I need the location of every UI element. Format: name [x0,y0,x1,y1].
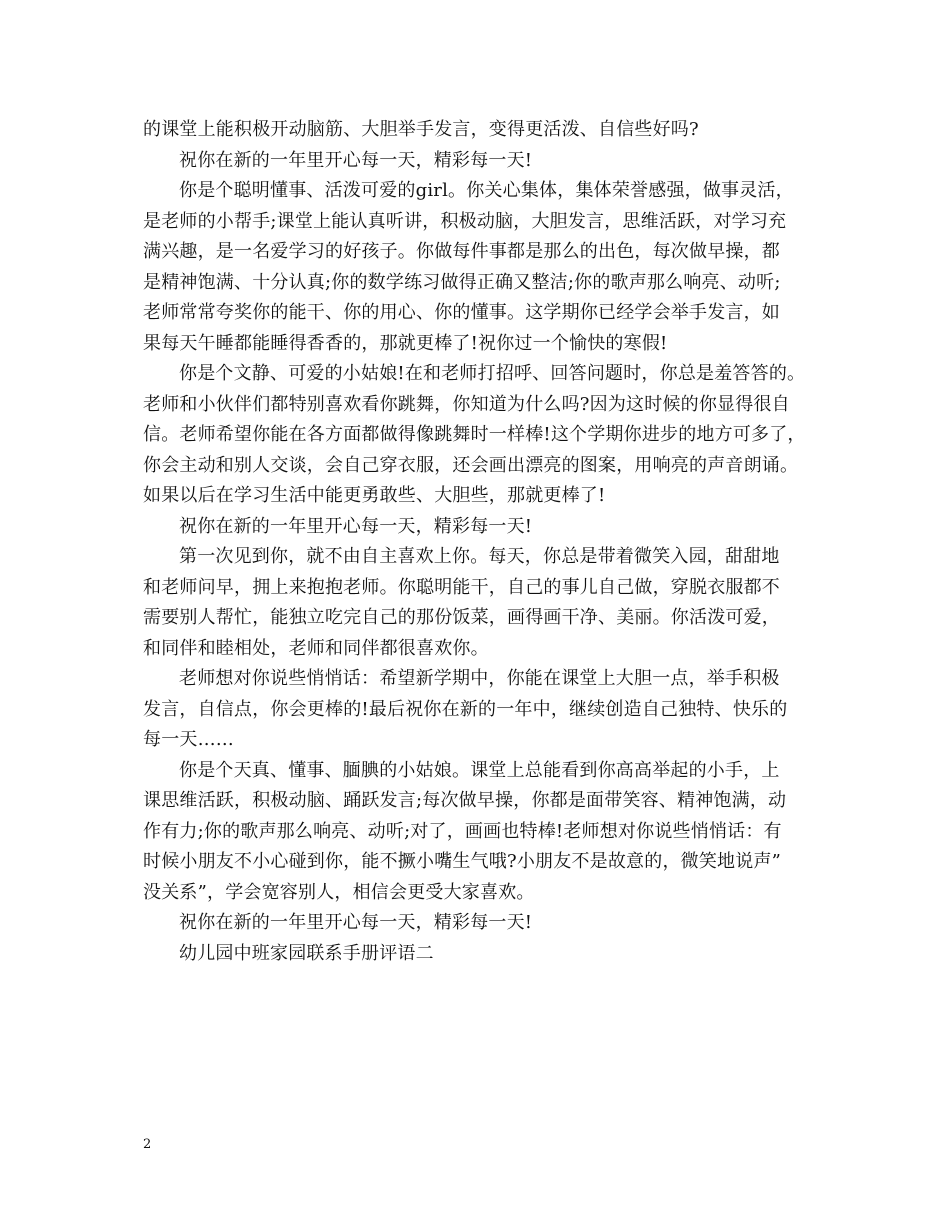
text-line: 每一天…… [143,729,234,750]
text-line: 和同伴和睦相处，老师和同伴都很喜欢你。 [143,637,489,659]
text-line: 需要别人帮忙，能独立吃完自己的那份饭菜，画得画干净、美丽。你活泼可爱， [143,607,780,628]
text-line: 满兴趣，是一名爱学习的好孩子。你做每件事都是那么的出色，每次做早操，都 [143,241,780,262]
text-line: 祝你在新的一年里开心每一天，精彩每一天! [179,912,533,933]
text-line: 果每天午睡都能睡得香香的，那就更棒了!祝你过一个愉快的寒假! [143,332,668,354]
text-line: 的课堂上能积极开动脑筋、大胆举手发言，变得更活泼、自信些好吗? [143,119,699,140]
text-line: 老师常常夸奖你的能干、你的用心、你的懂事。这学期你已经学会举手发言，如 [143,302,780,323]
text-line: 老师和小伙伴们都特别喜欢看你跳舞，你知道为什么吗?因为这时候的你显得很自 [143,393,790,415]
text-line: 发言，自信点，你会更棒的!最后祝你在新的一年中，继续创造自己独特、快乐的 [143,698,788,720]
text-line: 幼儿园中班家园联系手册评语二 [179,942,434,964]
text-line: 和老师问早，拥上来抱抱老师。你聪明能干，自己的事儿自己做，穿脱衣服都不 [143,576,780,598]
text-line: 是老师的小帮手;课堂上能认真听讲，积极动脑，大胆发言，思维活跃，对学习充 [143,210,787,232]
text-line: 你是个聪明懂事、活泼可爱的girl。你关心集体，集体荣誉感强，做事灵活， [179,180,794,201]
text-line: 时候小朋友不小心碰到你，能不撅小嘴生气哦?小朋友不是故意的，微笑地说声” [143,851,782,872]
text-line: 你是个天真、懂事、腼腆的小姑娘。课堂上总能看到你高高举起的小手，上 [179,759,780,781]
text-line: 作有力;你的歌声那么响亮、动听;对了，画画也特棒!老师想对你说些悄悄话：有 [143,820,782,842]
text-line: 第一次见到你，就不由自主喜欢上你。每天，你总是带着微笑入园，甜甜地 [179,546,780,567]
text-line: 信。老师希望你能在各方面都做得像跳舞时一样棒!这个学期你进步的地方可多了， [143,424,806,445]
text-line: 祝你在新的一年里开心每一天，精彩每一天! [179,149,533,171]
text-line: 课思维活跃，积极动脑、踊跃发言;每次做早操，你都是面带笑容、精神饱满，动 [143,790,787,811]
text-line: 祝你在新的一年里开心每一天，精彩每一天! [179,515,533,537]
text-line: 老师想对你说些悄悄话：希望新学期中，你能在课堂上大胆一点，举手积极 [179,668,780,689]
text-line: 没关系”，学会宽容别人，相信会更受大家喜欢。 [143,881,535,903]
text-line: 是精神饱满、十分认真;你的数学练习做得正确又整洁;你的歌声那么响亮、动听; [143,271,781,293]
page-number: 2 [143,1137,152,1152]
document-body [143,115,815,969]
text-line: 你是个文静、可爱的小姑娘!在和老师打招呼、回答问题时，你总是羞答答的。 [179,363,806,384]
text-line: 如果以后在学习生活中能更勇敢些、大胆些，那就更棒了! [143,485,606,506]
text-line: 你会主动和别人交谈，会自己穿衣服，还会画出漂亮的图案，用响亮的声音朗诵。 [143,454,799,476]
